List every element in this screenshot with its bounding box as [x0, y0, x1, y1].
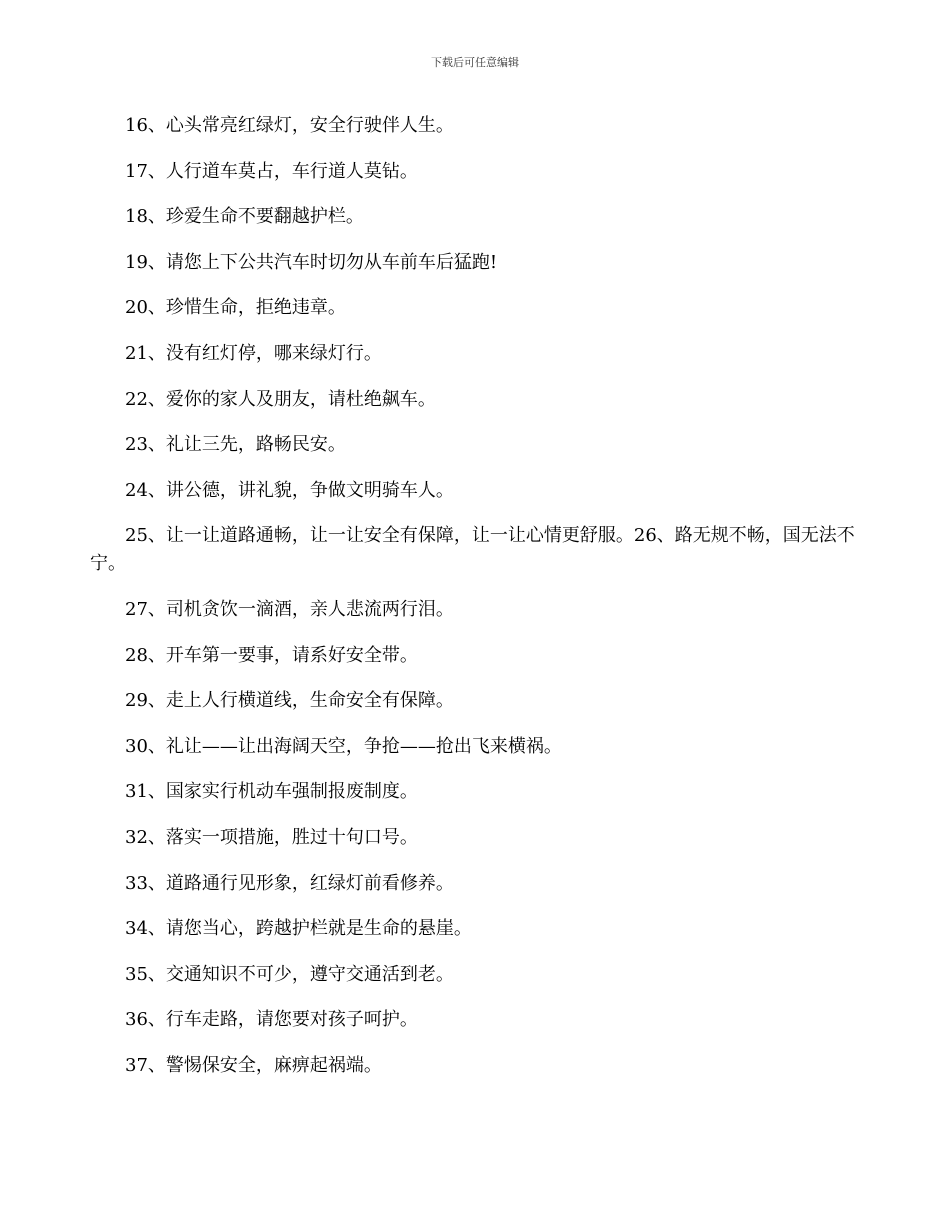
list-item: 16、心头常亮红绿灯，安全行驶伴人生。: [125, 115, 454, 136]
list-item: 32、落实一项措施，胜过十句口号。: [125, 826, 418, 848]
list-item: 33、道路通行见形象，红绿灯前看修养。: [125, 872, 454, 894]
slogan-list: [90, 112, 860, 1097]
list-item: 35、交通知识不可少，遵守交通活到老。: [125, 963, 454, 985]
list-item: 17、人行道车莫占，车行道人莫钻。: [125, 160, 418, 182]
list-item: 37、警惕保安全，麻痹起祸端。: [125, 1054, 382, 1076]
list-item: 19、请您上下公共汽车时切勿从车前车后猛跑!: [125, 251, 498, 273]
list-item: 28、开车第一要事，请系好安全带。: [125, 644, 418, 666]
list-item: 18、珍爱生命不要翻越护栏。: [125, 206, 364, 228]
list-item: 23、礼让三先，路畅民安。: [125, 434, 346, 456]
list-item: 22、爱你的家人及朋友，请杜绝飙车。: [125, 388, 436, 410]
list-item: 34、请您当心，跨越护栏就是生命的悬崖。: [125, 918, 472, 940]
list-item: 29、走上人行横道线，生命安全有保障。: [125, 690, 454, 712]
list-item: 30、礼让——让出海阔天空，争抢——抢出飞来横祸。: [125, 735, 562, 757]
list-item: 36、行车走路，请您要对孩子呵护。: [125, 1009, 418, 1031]
page-header: 下载后可任意编辑: [431, 56, 519, 69]
list-item: 27、司机贪饮一滴酒，亲人悲流两行泪。: [125, 598, 454, 620]
list-item: 20、珍惜生命，拒绝违章。: [125, 297, 346, 319]
list-item: 25、让一让道路通畅，让一让安全有保障，让一让心情更舒服。26、路无规不畅，国无法不宁。: [90, 525, 855, 575]
list-item: 24、讲公德，讲礼貌，争做文明骑车人。: [125, 479, 454, 501]
list-item: 21、没有红灯停，哪来绿灯行。: [125, 342, 382, 364]
list-item: 31、国家实行机动车强制报废制度。: [125, 781, 418, 803]
